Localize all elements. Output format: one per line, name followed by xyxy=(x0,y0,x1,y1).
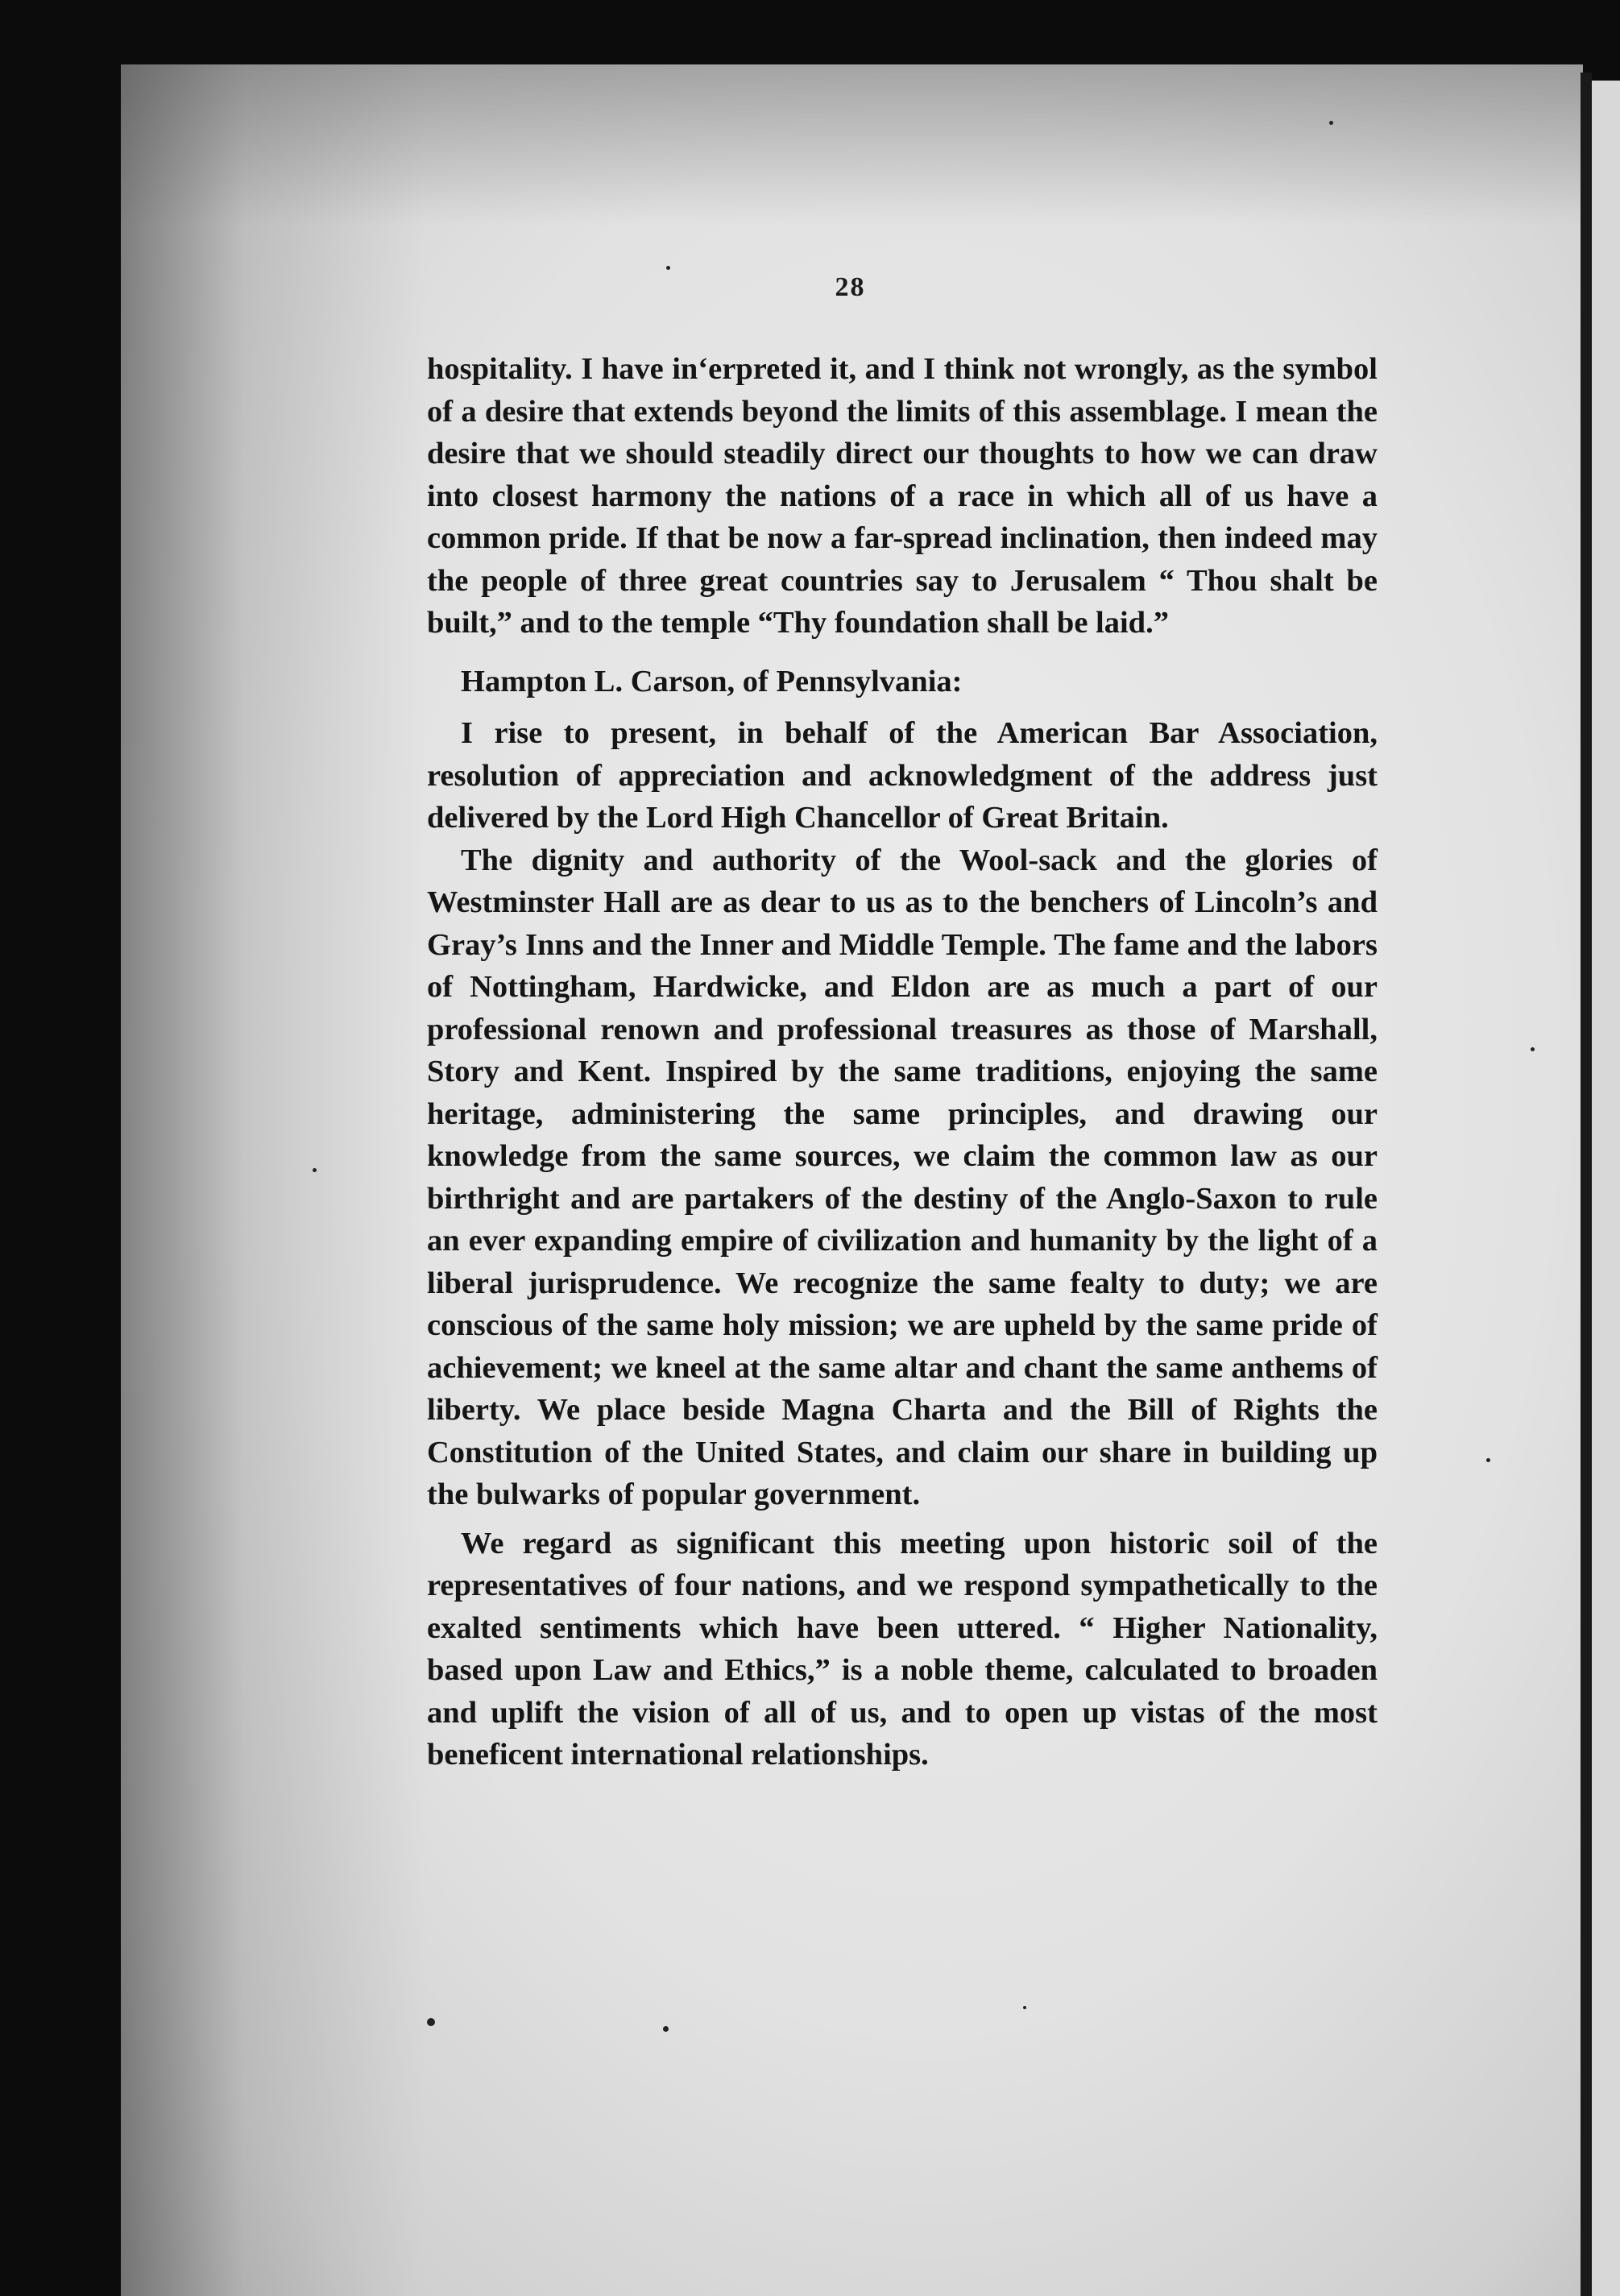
scan-speck xyxy=(1486,1458,1490,1462)
scan-speck xyxy=(1023,2006,1026,2009)
body-text xyxy=(427,348,1378,1776)
page-number: 28 xyxy=(835,272,866,302)
paragraph-hospitality: hospitality. I have in‘erpreted it, and I think not wrongly, as the symbol of a desire that extends beyond the limits of this assemblage. I mean the desire that we should steadily direct our thoughts to how we can draw into closest harmony the nations of a race in which all of us have a common pride. If that be now a far-spread inclination, then indeed may the people of three great countries say to Jerusalem “ Thou shalt be built,” and to the temple “Thy foundation shall be laid.” xyxy=(427,352,1378,640)
adjacent-page-edge xyxy=(1592,81,1620,2296)
scan-speck xyxy=(666,266,670,270)
speaker-heading: Hampton L. Carson, of Pennsylvania: xyxy=(461,664,963,698)
paragraph-dignity: The dignity and authority of the Wool-sack and the glories of Westminster Hall are as dear to us as to the benchers of Lincoln’s and Gray’s Inns and the Inner and Middle Temple. The fame and the labors of Nottingham, Hardwicke, and Eldon are as much a part of our professional renown and professional treasures as those of Marshall, Story and Kent. Inspired by the same traditions, enjoying the same heritage, administering the same principles, and drawing our knowledge from the same sources, we claim the common law as our birthright and are partakers of the destiny of the Anglo-Saxon to rule an ever expanding empire of civilization and humanity by the light of a liberal jurisprudence. We recognize the same fealty to duty; we are conscious of the same holy mission; we are upheld by the same pride of achievement; we kneel at the same altar and chant the same anthems of liberty. We place beside Magna Charta and the Bill of Rights the Constitution of the United States, and claim our share in building up the bulwarks of popular government. xyxy=(427,843,1378,1511)
scan-speck xyxy=(313,1168,317,1172)
scan-speck xyxy=(1531,1047,1535,1051)
page-spine-shadow xyxy=(1581,73,1592,2296)
scan-speck xyxy=(1329,121,1333,125)
scan-speck xyxy=(427,2018,435,2026)
paragraph-resolution: I rise to present, in behalf of the American Bar Association, resolution of appreciation and acknowledgment of the address just delivered by the Lord High Chancellor of Great Britain. xyxy=(427,716,1378,835)
scan-speck xyxy=(663,2026,669,2032)
paragraph-significance: We regard as significant this meeting upon historic soil of the representatives of four nations, and we respond sympathetically to the exalted sentiments which have been uttered. “ Higher Nationality, based upon Law and Ethics,” is a noble theme, calculated to broaden and uplift the vision of all of us, and to open up vistas of the most beneficent international relationships. xyxy=(427,1526,1378,1772)
